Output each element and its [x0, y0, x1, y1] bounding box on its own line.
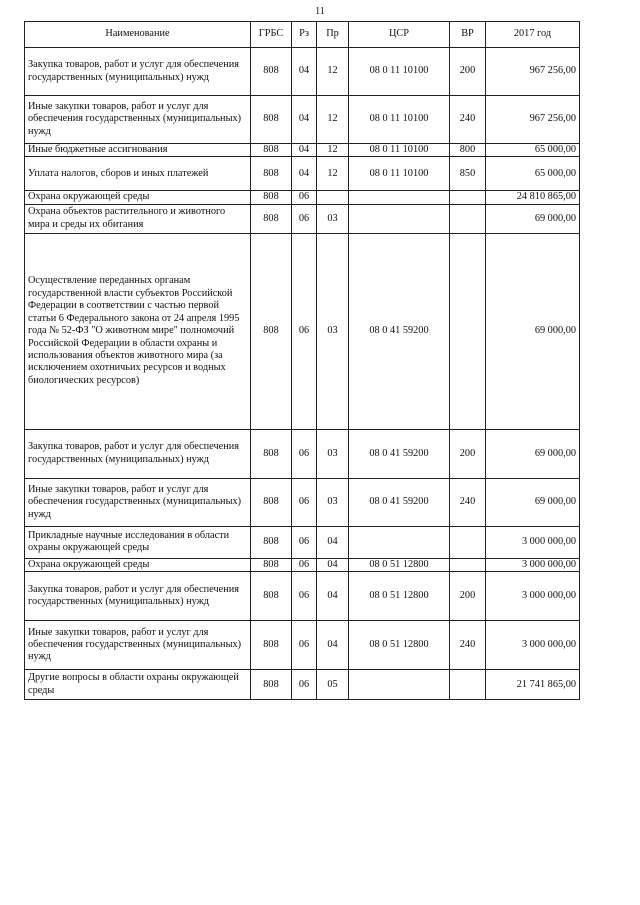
cell-csr: 08 0 11 10100 — [349, 157, 450, 191]
cell-vr — [450, 670, 486, 700]
cell-name: Иные бюджетные ассигнования — [25, 144, 251, 157]
cell-rz: 04 — [292, 96, 317, 144]
cell-csr: 08 0 51 12800 — [349, 621, 450, 670]
cell-name: Иные закупки товаров, работ и услуг для обеспечения государственных (муниципальных) нужд — [25, 478, 251, 526]
cell-grbs: 808 — [251, 526, 292, 558]
cell-vr — [450, 204, 486, 233]
cell-vr — [450, 526, 486, 558]
cell-name: Закупка товаров, работ и услуг для обеспечения государственных (муниципальных) нужд — [25, 429, 251, 478]
cell-csr: 08 0 41 59200 — [349, 478, 450, 526]
cell-amount: 967 256,00 — [486, 96, 580, 144]
cell-vr: 240 — [450, 96, 486, 144]
cell-grbs: 808 — [251, 48, 292, 96]
table-row — [25, 157, 580, 191]
cell-pr — [317, 191, 349, 204]
cell-pr: 12 — [317, 157, 349, 191]
cell-csr — [349, 191, 450, 204]
cell-amount: 69 000,00 — [486, 233, 580, 429]
cell-pr: 12 — [317, 96, 349, 144]
table-row — [25, 204, 580, 233]
cell-amount: 65 000,00 — [486, 144, 580, 157]
cell-amount: 3 000 000,00 — [486, 558, 580, 571]
table-row — [25, 572, 580, 621]
header-row — [25, 22, 580, 48]
table-row — [25, 558, 580, 571]
cell-grbs: 808 — [251, 429, 292, 478]
table-row — [25, 670, 580, 700]
header-name: Наименование — [25, 22, 251, 48]
cell-pr: 03 — [317, 478, 349, 526]
header-rz: Рз — [292, 22, 317, 48]
cell-grbs: 808 — [251, 233, 292, 429]
cell-amount: 21 741 865,00 — [486, 670, 580, 700]
cell-amount: 24 810 865,00 — [486, 191, 580, 204]
cell-name: Прикладные научные исследования в области охраны окружающей среды — [25, 526, 251, 558]
cell-pr: 03 — [317, 233, 349, 429]
cell-vr: 240 — [450, 621, 486, 670]
cell-grbs: 808 — [251, 670, 292, 700]
table-row — [25, 526, 580, 558]
cell-rz: 06 — [292, 526, 317, 558]
cell-amount: 69 000,00 — [486, 429, 580, 478]
header-pr: Пр — [317, 22, 349, 48]
cell-amount: 967 256,00 — [486, 48, 580, 96]
cell-rz: 06 — [292, 233, 317, 429]
cell-vr — [450, 233, 486, 429]
table-row — [25, 48, 580, 96]
cell-csr: 08 0 51 12800 — [349, 558, 450, 571]
cell-csr: 08 0 11 10100 — [349, 144, 450, 157]
cell-pr: 04 — [317, 558, 349, 571]
cell-vr: 200 — [450, 48, 486, 96]
cell-grbs: 808 — [251, 157, 292, 191]
cell-vr: 240 — [450, 478, 486, 526]
cell-csr: 08 0 41 59200 — [349, 429, 450, 478]
table-row — [25, 429, 580, 478]
cell-rz: 06 — [292, 558, 317, 571]
cell-csr — [349, 204, 450, 233]
cell-name: Осуществление переданных органам государственной власти субъектов Российской Федерации в соответствии с частью первой статьи 6 Федерального закона от 24 апреля 1995 года № 52-ФЗ "О животном мире" полномочий Российской Федерации в области охраны и использования объектов животного мира (за исключением охотничьих ресурсов и водных биологических ресурсов) — [25, 233, 251, 429]
cell-grbs: 808 — [251, 96, 292, 144]
cell-csr — [349, 526, 450, 558]
cell-csr — [349, 670, 450, 700]
cell-rz: 04 — [292, 144, 317, 157]
cell-rz: 04 — [292, 157, 317, 191]
cell-amount: 3 000 000,00 — [486, 526, 580, 558]
cell-vr: 200 — [450, 429, 486, 478]
cell-vr — [450, 558, 486, 571]
cell-rz: 06 — [292, 204, 317, 233]
cell-amount: 3 000 000,00 — [486, 621, 580, 670]
cell-name: Закупка товаров, работ и услуг для обеспечения государственных (муниципальных) нужд — [25, 48, 251, 96]
cell-pr: 04 — [317, 572, 349, 621]
table-row — [25, 191, 580, 204]
table-row — [25, 233, 580, 429]
cell-csr: 08 0 11 10100 — [349, 96, 450, 144]
cell-csr: 08 0 41 59200 — [349, 233, 450, 429]
cell-pr: 12 — [317, 144, 349, 157]
cell-csr: 08 0 11 10100 — [349, 48, 450, 96]
cell-grbs: 808 — [251, 191, 292, 204]
cell-rz: 06 — [292, 478, 317, 526]
cell-grbs: 808 — [251, 204, 292, 233]
cell-rz: 06 — [292, 191, 317, 204]
cell-amount: 69 000,00 — [486, 204, 580, 233]
cell-amount: 65 000,00 — [486, 157, 580, 191]
table-row — [25, 144, 580, 157]
table-row — [25, 478, 580, 526]
cell-pr: 12 — [317, 48, 349, 96]
cell-pr: 03 — [317, 429, 349, 478]
cell-csr: 08 0 51 12800 — [349, 572, 450, 621]
cell-amount: 69 000,00 — [486, 478, 580, 526]
cell-name: Охрана окружающей среды — [25, 558, 251, 571]
cell-vr: 850 — [450, 157, 486, 191]
cell-pr: 04 — [317, 621, 349, 670]
cell-name: Иные закупки товаров, работ и услуг для обеспечения государственных (муниципальных) нужд — [25, 621, 251, 670]
cell-grbs: 808 — [251, 478, 292, 526]
header-grbs: ГРБС — [251, 22, 292, 48]
header-vr: ВР — [450, 22, 486, 48]
cell-vr — [450, 191, 486, 204]
cell-rz: 06 — [292, 572, 317, 621]
cell-vr: 800 — [450, 144, 486, 157]
cell-grbs: 808 — [251, 572, 292, 621]
cell-amount: 3 000 000,00 — [486, 572, 580, 621]
cell-grbs: 808 — [251, 558, 292, 571]
page-number: 11 — [315, 6, 325, 17]
cell-pr: 03 — [317, 204, 349, 233]
cell-rz: 06 — [292, 429, 317, 478]
cell-vr: 200 — [450, 572, 486, 621]
cell-name: Другие вопросы в области охраны окружающей среды — [25, 670, 251, 700]
cell-pr: 04 — [317, 526, 349, 558]
budget-table — [24, 21, 580, 700]
cell-name: Охрана окружающей среды — [25, 191, 251, 204]
header-year: 2017 год — [486, 22, 580, 48]
cell-name: Охрана объектов растительного и животного мира и среды их обитания — [25, 204, 251, 233]
cell-grbs: 808 — [251, 144, 292, 157]
cell-rz: 06 — [292, 670, 317, 700]
table-row — [25, 621, 580, 670]
header-csr: ЦСР — [349, 22, 450, 48]
cell-name: Закупка товаров, работ и услуг для обеспечения государственных (муниципальных) нужд — [25, 572, 251, 621]
cell-name: Уплата налогов, сборов и иных платежей — [25, 157, 251, 191]
cell-pr: 05 — [317, 670, 349, 700]
cell-grbs: 808 — [251, 621, 292, 670]
table-row — [25, 96, 580, 144]
cell-rz: 04 — [292, 48, 317, 96]
cell-name: Иные закупки товаров, работ и услуг для обеспечения государственных (муниципальных) нужд — [25, 96, 251, 144]
cell-rz: 06 — [292, 621, 317, 670]
